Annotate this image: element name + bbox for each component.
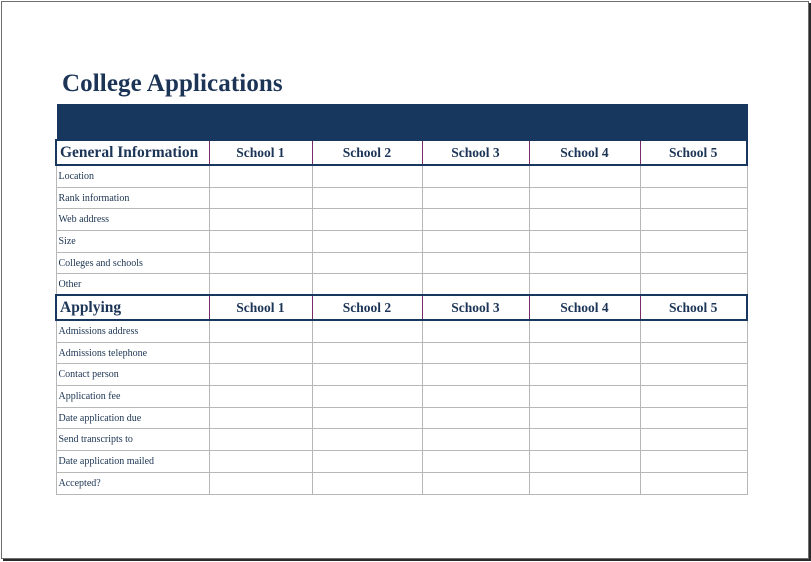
entry-cell[interactable]: [422, 386, 529, 408]
entry-cell[interactable]: [312, 165, 422, 187]
row-label: Location: [56, 165, 209, 187]
entry-cell[interactable]: [209, 209, 312, 231]
entry-cell[interactable]: [209, 364, 312, 386]
row-label: Date application due: [56, 407, 209, 429]
entry-cell[interactable]: [529, 274, 640, 296]
table-row: [56, 274, 747, 296]
entry-cell[interactable]: [209, 274, 312, 296]
column-header-school-2: School 2: [312, 295, 422, 320]
entry-cell[interactable]: [640, 342, 747, 364]
entry-cell[interactable]: [312, 386, 422, 408]
section-heading: General Information: [56, 140, 209, 165]
column-header-school-3: School 3: [422, 140, 529, 165]
row-label: Application fee: [56, 386, 209, 408]
entry-cell[interactable]: [312, 187, 422, 209]
row-label: Send transcripts to: [56, 429, 209, 451]
row-label: Accepted?: [56, 472, 209, 494]
row-label: Other: [56, 274, 209, 296]
table-row: [56, 342, 747, 364]
column-header-school-4: School 4: [529, 295, 640, 320]
entry-cell[interactable]: [422, 429, 529, 451]
entry-cell[interactable]: [529, 320, 640, 342]
entry-cell[interactable]: [422, 364, 529, 386]
column-header-school-5: School 5: [640, 295, 747, 320]
entry-cell[interactable]: [529, 386, 640, 408]
entry-cell[interactable]: [640, 429, 747, 451]
entry-cell[interactable]: [422, 231, 529, 253]
entry-cell[interactable]: [529, 209, 640, 231]
entry-cell[interactable]: [529, 472, 640, 494]
entry-cell[interactable]: [209, 451, 312, 473]
table-row: [56, 472, 747, 494]
entry-cell[interactable]: [529, 364, 640, 386]
header-banner: [57, 104, 748, 139]
entry-cell[interactable]: [312, 364, 422, 386]
entry-cell[interactable]: [422, 187, 529, 209]
entry-cell[interactable]: [640, 407, 747, 429]
entry-cell[interactable]: [529, 252, 640, 274]
table-row: [56, 320, 747, 342]
entry-cell[interactable]: [529, 187, 640, 209]
entry-cell[interactable]: [209, 407, 312, 429]
row-label: Admissions telephone: [56, 342, 209, 364]
table-row: [56, 252, 747, 274]
entry-cell[interactable]: [312, 274, 422, 296]
entry-cell[interactable]: [209, 165, 312, 187]
entry-cell[interactable]: [209, 320, 312, 342]
column-header-school-1: School 1: [209, 140, 312, 165]
entry-cell[interactable]: [209, 472, 312, 494]
entry-cell[interactable]: [529, 342, 640, 364]
entry-cell[interactable]: [529, 231, 640, 253]
column-header-school-4: School 4: [529, 140, 640, 165]
entry-cell[interactable]: [209, 187, 312, 209]
column-header-school-2: School 2: [312, 140, 422, 165]
entry-cell[interactable]: [312, 252, 422, 274]
row-label: Date application mailed: [56, 451, 209, 473]
column-header-school-1: School 1: [209, 295, 312, 320]
table-row: [56, 165, 747, 187]
entry-cell[interactable]: [209, 252, 312, 274]
row-label: Admissions address: [56, 320, 209, 342]
entry-cell[interactable]: [312, 342, 422, 364]
entry-cell[interactable]: [422, 209, 529, 231]
table-row: [56, 407, 747, 429]
entry-cell[interactable]: [640, 386, 747, 408]
section-header-row: [56, 140, 747, 165]
section-header-row: [56, 295, 747, 320]
entry-cell[interactable]: [312, 472, 422, 494]
page-title: College Applications: [62, 70, 283, 97]
entry-cell[interactable]: [640, 165, 747, 187]
table-row: [56, 429, 747, 451]
entry-cell[interactable]: [640, 451, 747, 473]
entry-cell[interactable]: [529, 165, 640, 187]
entry-cell[interactable]: [640, 209, 747, 231]
entry-cell[interactable]: [422, 472, 529, 494]
entry-cell[interactable]: [422, 274, 529, 296]
row-label: Web address: [56, 209, 209, 231]
entry-cell[interactable]: [640, 231, 747, 253]
row-label: Contact person: [56, 364, 209, 386]
table-row: [56, 364, 747, 386]
entry-cell[interactable]: [640, 472, 747, 494]
entry-cell[interactable]: [209, 342, 312, 364]
table-row: [56, 451, 747, 473]
table-row: [56, 386, 747, 408]
entry-cell[interactable]: [640, 274, 747, 296]
entry-cell[interactable]: [422, 342, 529, 364]
entry-cell[interactable]: [640, 187, 747, 209]
table-row: [56, 231, 747, 253]
entry-cell[interactable]: [312, 451, 422, 473]
row-label: Colleges and schools: [56, 252, 209, 274]
entry-cell[interactable]: [529, 451, 640, 473]
entry-cell[interactable]: [422, 320, 529, 342]
entry-cell[interactable]: [640, 364, 747, 386]
entry-cell[interactable]: [312, 407, 422, 429]
entry-cell[interactable]: [312, 209, 422, 231]
general-information-table: [55, 139, 748, 296]
entry-cell[interactable]: [422, 451, 529, 473]
entry-cell[interactable]: [640, 320, 747, 342]
entry-cell[interactable]: [312, 231, 422, 253]
entry-cell[interactable]: [209, 429, 312, 451]
row-label: Rank information: [56, 187, 209, 209]
table-row: [56, 209, 747, 231]
entry-cell[interactable]: [209, 231, 312, 253]
entry-cell[interactable]: [312, 429, 422, 451]
applying-table: [55, 294, 748, 495]
entry-cell[interactable]: [209, 386, 312, 408]
entry-cell[interactable]: [422, 165, 529, 187]
entry-cell[interactable]: [529, 407, 640, 429]
entry-cell[interactable]: [422, 252, 529, 274]
table-row: [56, 187, 747, 209]
entry-cell[interactable]: [422, 407, 529, 429]
entry-cell[interactable]: [529, 429, 640, 451]
column-header-school-3: School 3: [422, 295, 529, 320]
column-header-school-5: School 5: [640, 140, 747, 165]
entry-cell[interactable]: [640, 252, 747, 274]
row-label: Size: [56, 231, 209, 253]
entry-cell[interactable]: [312, 320, 422, 342]
section-heading: Applying: [56, 295, 209, 320]
